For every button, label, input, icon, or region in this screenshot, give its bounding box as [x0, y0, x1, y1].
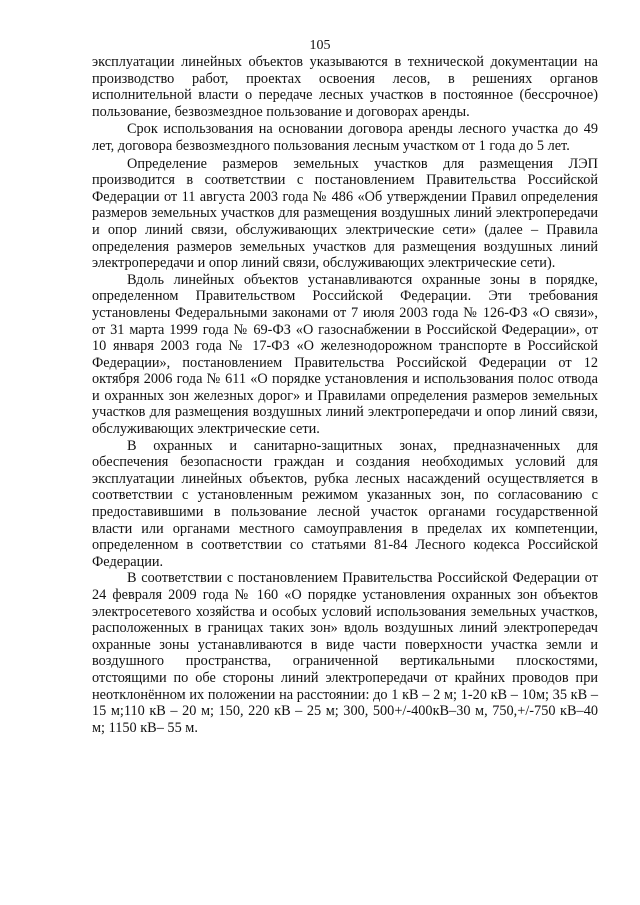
paragraph-sanitary-zones: В охранных и санитарно-защитных зонах, предназначенных для обеспечения безопасности граждан и создания необходимых условий для эксплуатации линейных объектов, рубка лесных насаждений осуществляется в соответствии с установленным режимом указанных зон, по согласованию с предоставившими в пользование лесной участок органами государственной власти или органами местного самоуправления в пределах их компетенции, определенном в соответствии со статьями 81-84 Лесного кодекса Российской Федерации. — [92, 437, 598, 570]
paragraph-power-line-zones: В соответствии с постановлением Правительства Российской Федерации от 24 февраля 2009 года № 160 «О порядке установления охранных зон объектов электросетевого хозяйства и особых условий использования земельных участков, расположенных в границах таких зон» вдоль воздушных линий электропередач охранные зоны устанавливаются в виде части поверхности участка земли и воздушного пространства, ограниченной вертикальными плоскостями, отстоящими по обе стороны линий электропередачи от крайних проводов при неотклонённом их положении на расстоянии: до 1 кВ – 2 м; 1-20 кВ – 10м; 35 кВ – 15 м;110 кВ – 20 м; 150, 220 кВ – 25 м; 300, 500+/-400кВ–30 м, 750,+/-750 кВ–40 м; 1150 кВ– 55 м. — [92, 570, 598, 736]
paragraph-term-of-use: Срок использования на основании договора аренды лесного участка до 49 лет, договора безвозмездного пользования лесным участком от 1 года до 5 лет. — [92, 121, 598, 154]
paragraph-continuation: эксплуатации линейных объектов указываются в технической документации на производство работ, проектах освоения лесов, в решениях органов исполнительной власти о передаче лесных участков в постоянное (бессрочное) пользование, безвозмездное пользование и договорах аренды. — [92, 54, 598, 120]
body-text — [92, 54, 598, 736]
paragraph-land-plot-sizes: Определение размеров земельных участков для размещения ЛЭП производится в соответствии с постановлением Правительства Российской Федерации от 11 августа 2003 года № 486 «Об утверждении Правил определения размеров земельных участков для размещения воздушных линий электропередачи и опор линий связи, обслуживающих электрические сети» (далее – Правила определения размеров земельных участков для размещения воздушных линий электропередачи и опор линий связи, обслуживающих электрические сети). — [92, 155, 598, 272]
page-number: 105 — [309, 38, 331, 53]
paragraph-protection-zones: Вдоль линейных объектов устанавливаются охранные зоны в порядке, определенном Правительством Российской Федерации. Эти требования установлены Федеральными законами от 7 июля 2003 года № 126-ФЗ «О связи», от 31 марта 1999 года № 69-ФЗ «О газоснабжении в Российской Федерации», от 10 января 2003 года № 17-ФЗ «О железнодорожном транспорте в Российской Федерации», постановлением Правительства Российской Федерации от 12 октября 2006 года № 611 «О порядке установления и использования полос отвода и охранных зон железных дорог» и Правилами определения размеров земельных участков для размещения воздушных линий электропередачи и опор линий связи, обслуживающих электрические сети. — [92, 271, 598, 438]
